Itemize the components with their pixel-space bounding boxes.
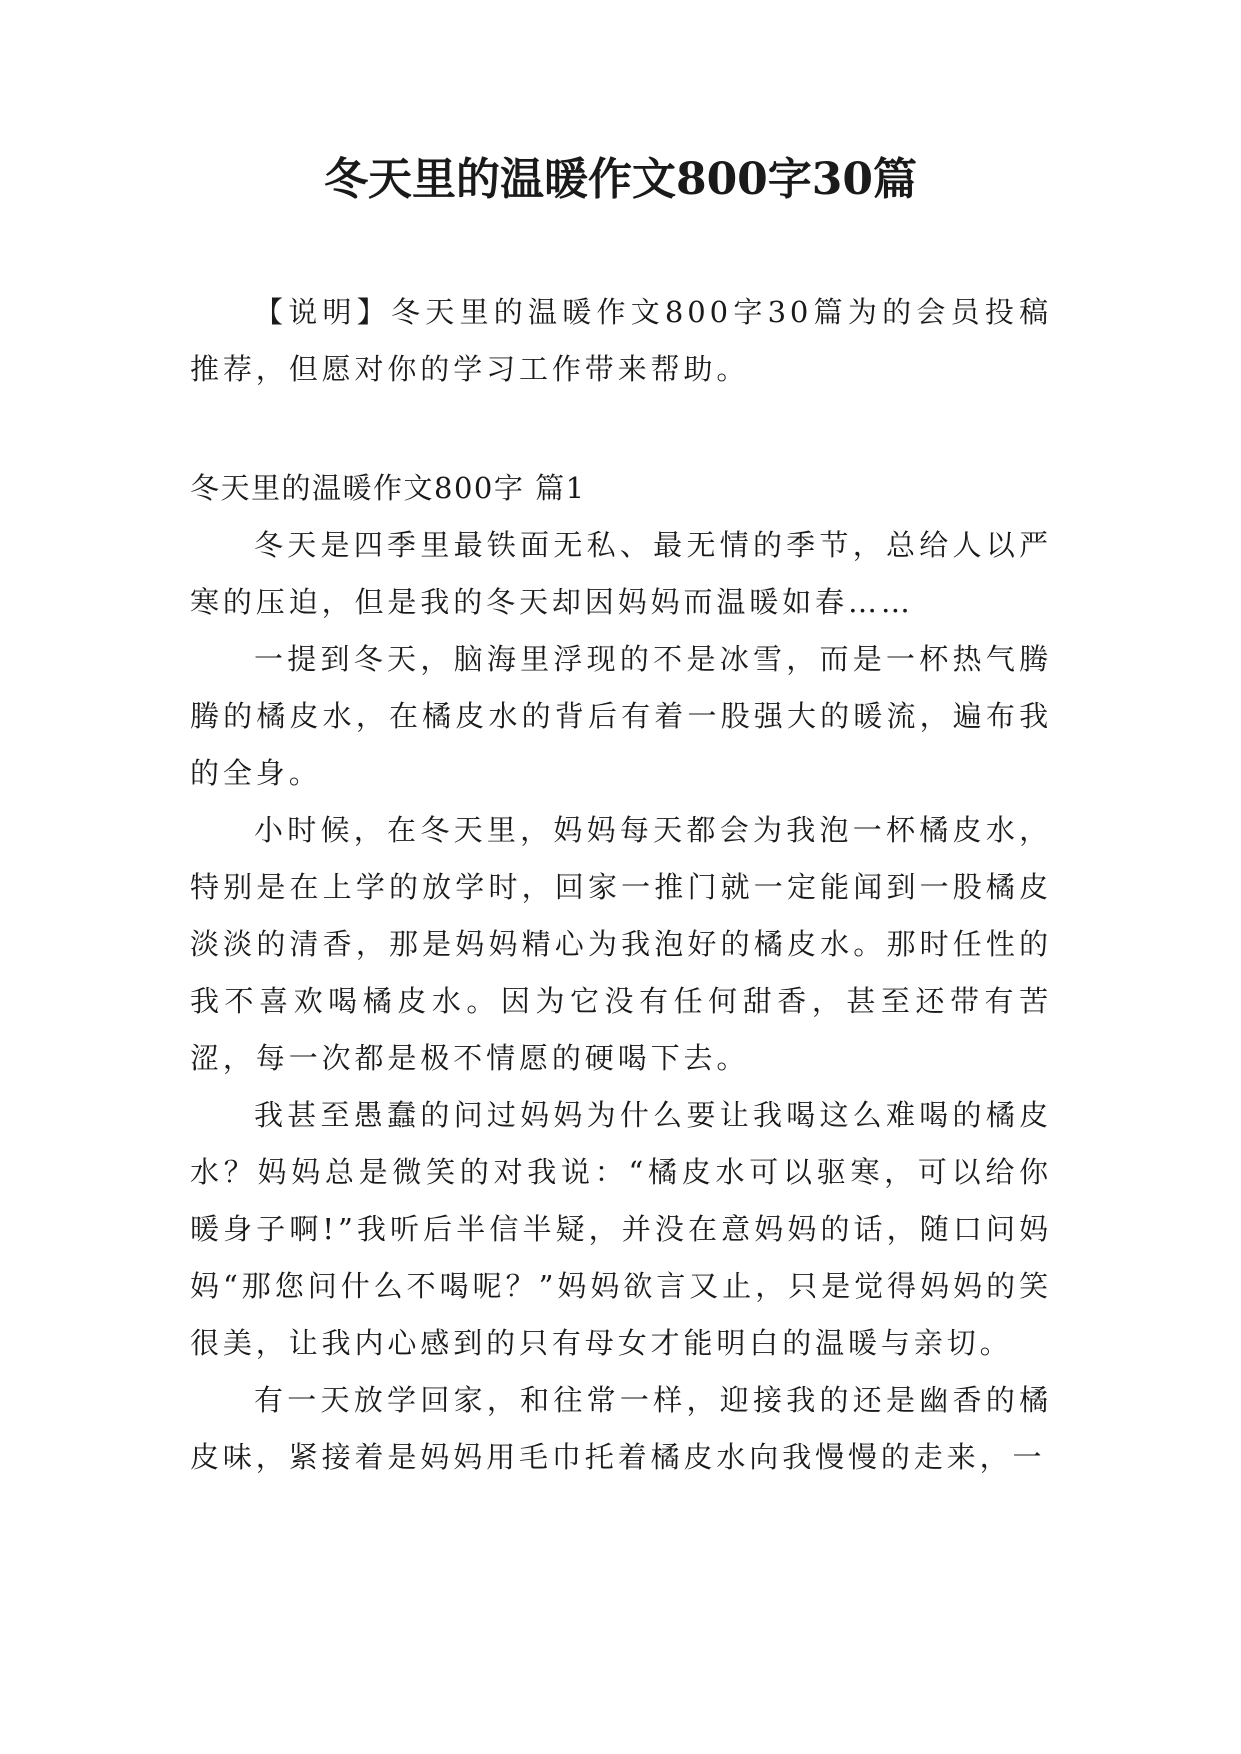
body-paragraph: 有一天放学回家，和往常一样，迎接我的还是幽香的橘皮味，紧接着是妈妈用毛巾托着橘皮水向我慢慢的走来，一 <box>190 1383 1052 1474</box>
section-heading: 冬天里的温暖作文800字 篇1 <box>190 471 586 505</box>
body-paragraph: 我甚至愚蠢的问过妈妈为什么要让我喝这么难喝的橘皮水？妈妈总是微笑的对我说：“橘皮水可以驱寒，可以给你暖身子啊!”我听后半信半疑，并没在意妈妈的话，随口问妈妈“那您问什么不喝呢？”妈妈欲言又止，只是觉得妈妈的笑很美，让我内心感到的只有母女才能明白的温暖与亲切。 <box>190 1098 1052 1360</box>
note-paragraph: 【说明】冬天里的温暖作文800字30篇为的会员投稿推荐，但愿对你的学习工作带来帮助。 <box>190 295 1052 386</box>
body-paragraph: 一提到冬天，脑海里浮现的不是冰雪，而是一杯热气腾腾的橘皮水，在橘皮水的背后有着一股强大的暖流，遍布我的全身。 <box>190 642 1052 790</box>
body-paragraph: 小时候，在冬天里，妈妈每天都会为我泡一杯橘皮水，特别是在上学的放学时，回家一推门就一定能闻到一股橘皮淡淡的清香，那是妈妈精心为我泡好的橘皮水。那时任性的我不喜欢喝橘皮水。因为它没有任何甜香，甚至还带有苦涩，每一次都是极不情愿的硬喝下去。 <box>190 813 1052 1075</box>
document-title: 冬天里的温暖作文800字30篇 <box>323 154 918 205</box>
body-paragraph: 冬天是四季里最铁面无私、最无情的季节，总给人以严寒的压迫，但是我的冬天却因妈妈而温暖如春…… <box>190 528 1052 619</box>
document-body <box>190 284 1052 1486</box>
